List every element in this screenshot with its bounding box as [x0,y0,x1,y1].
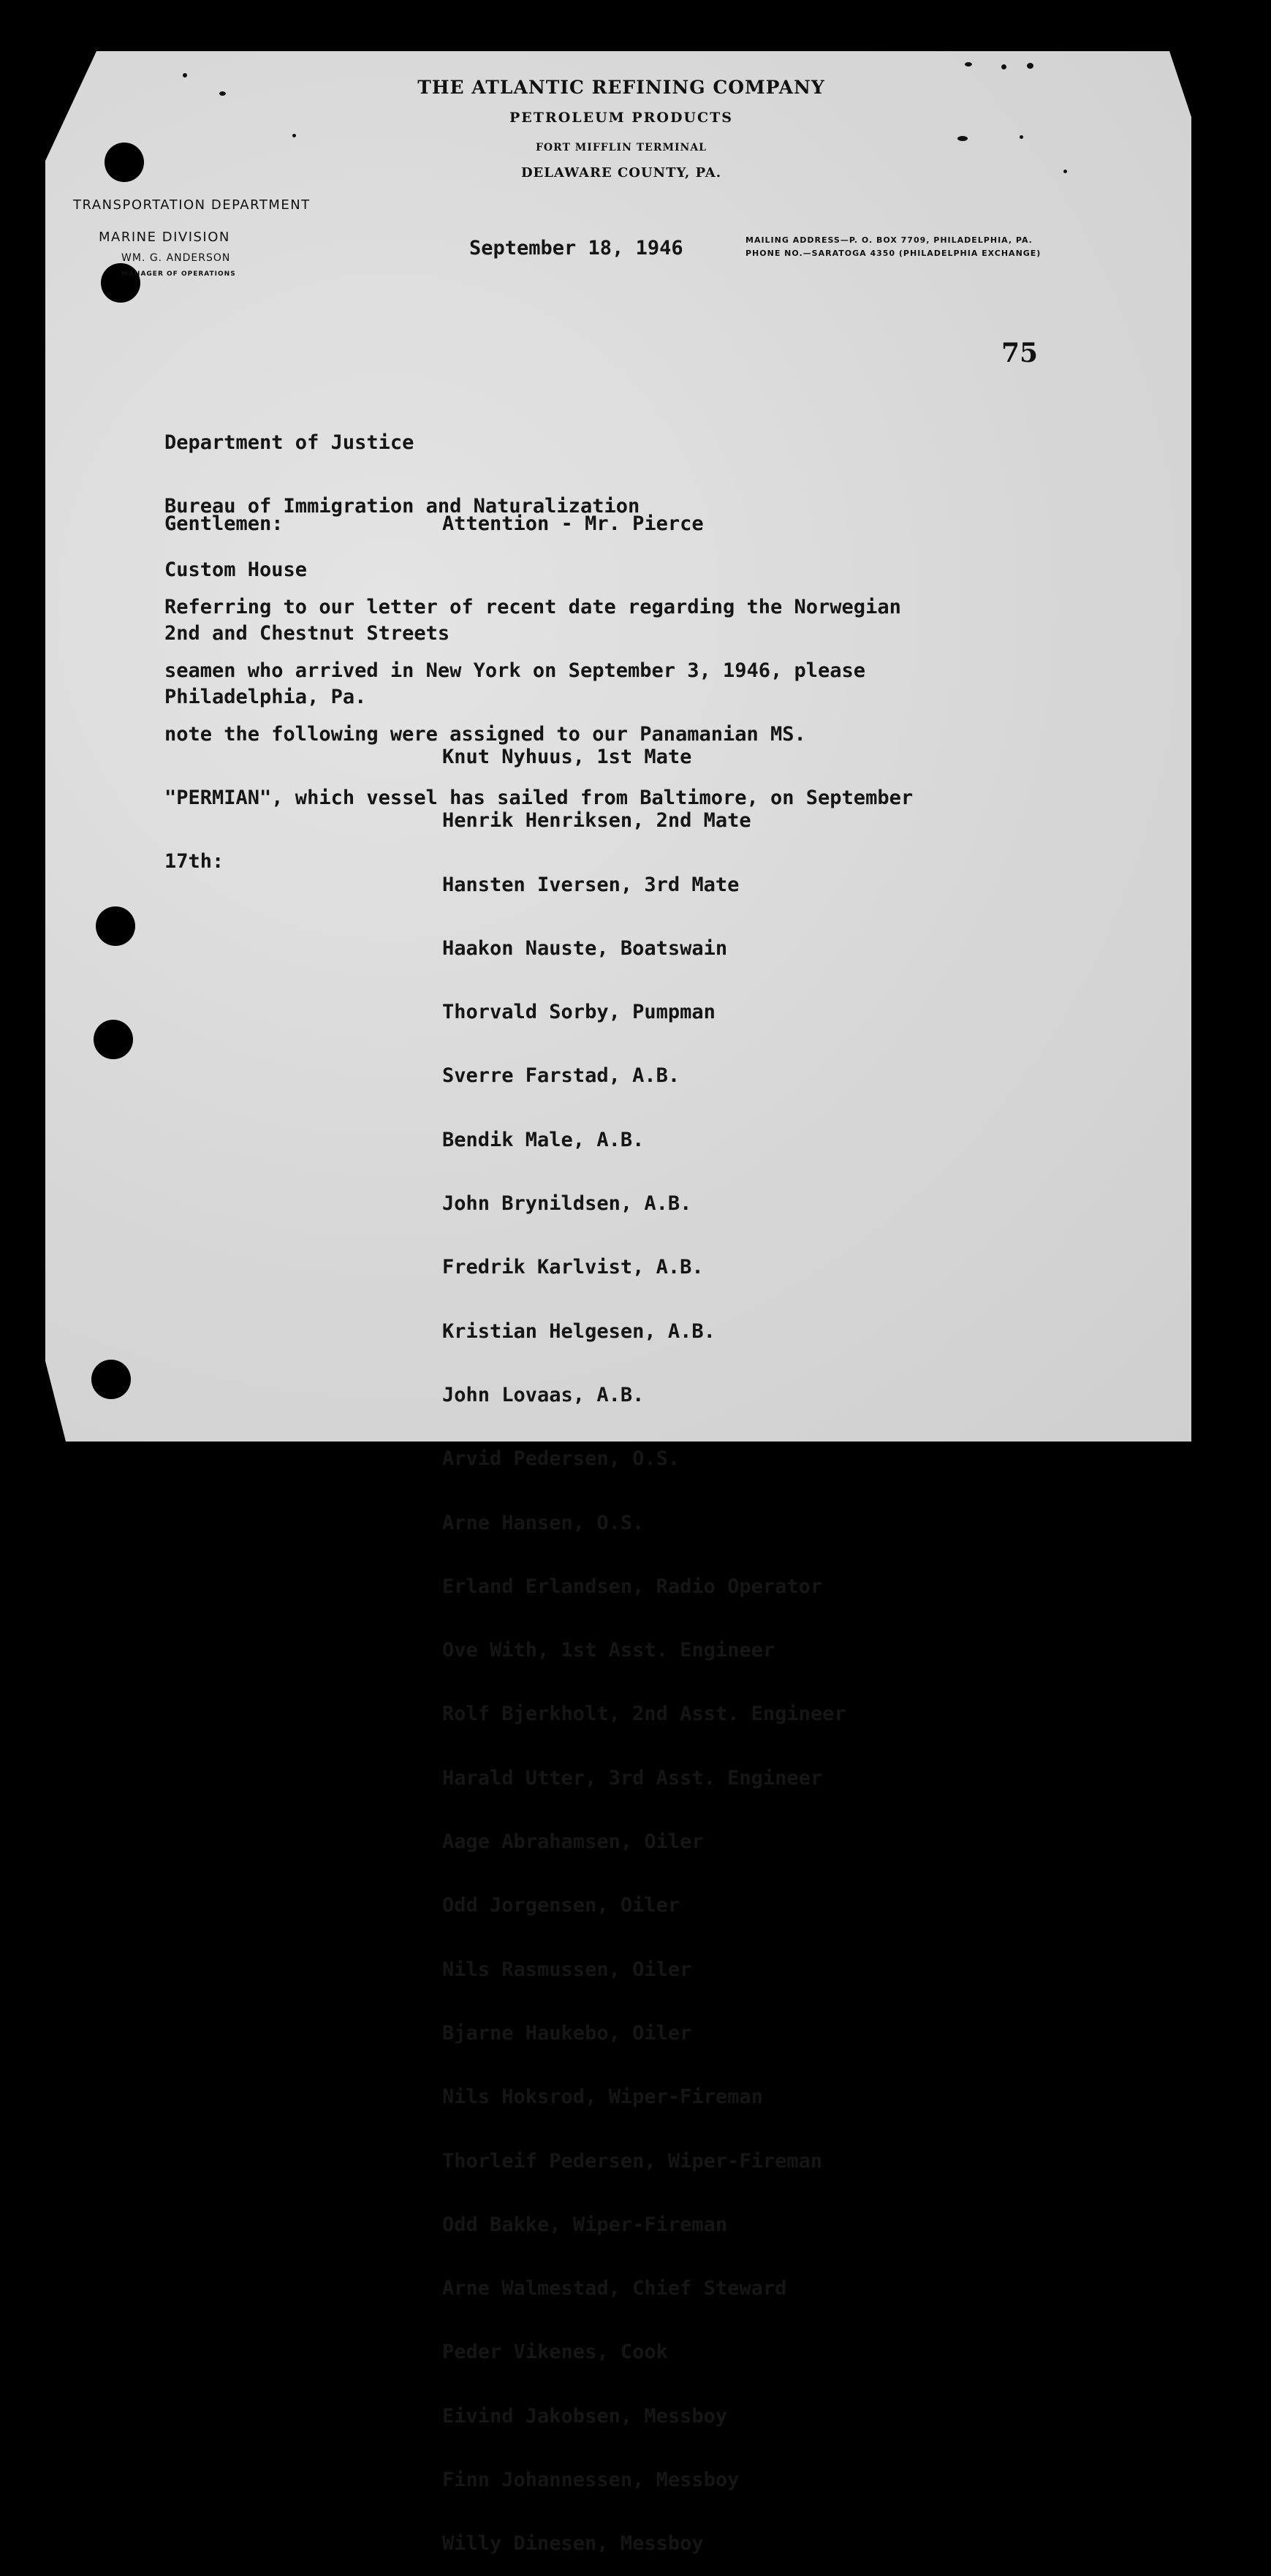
ink-speck [1027,63,1033,69]
body-line: seamen who arrived in New York on September 3, 1946, please [164,659,866,682]
punch-hole [94,1020,133,1059]
crew-member: Sverre Farstad, A.B. [442,1064,680,1088]
sender-department: TRANSPORTATION DEPARTMENT [73,197,311,213]
sender-title: MANAGER OF OPERATIONS [121,270,236,278]
page-corner [45,1361,66,1442]
address-line: 2nd and Chestnut Streets [164,622,450,645]
body-line: "PERMIAN", which vessel has sailed from Baltimore, on September [164,787,914,809]
address-line: Department of Justice [164,431,414,454]
company-location: DELAWARE COUNTY, PA. [520,165,722,181]
ink-speck [965,62,972,67]
crew-member: Hansten Iversen, 3rd Mate [442,873,740,896]
body-line: Referring to our letter of recent date regarding the Norwegian [164,596,901,618]
address-line: Custom House [164,558,308,581]
crew-member: Henrik Henriksen, 2nd Mate [442,809,751,833]
body-line: note the following were assigned to our Panamanian MS. [164,723,806,746]
phone-number: PHONE NO.—SARATOGA 4350 (PHILADELPHIA EXCHANGE) [745,249,1042,258]
crew-member: Bjarne Haukebo, Oiler [442,2021,692,2045]
attention-line: Attention - Mr. Pierce [442,512,704,535]
ink-speck [1020,135,1023,139]
crew-member: John Brynildsen, A.B. [442,1192,692,1216]
crew-member: Peder Vikenes, Cook [442,2341,668,2364]
crew-member: Harald Utter, 3rd Asst. Engineer [442,1766,823,1789]
crew-member: Willy Dinesen, Messboy [442,2532,704,2556]
crew-member: Arne Walmestad, Chief Steward [442,2277,787,2300]
page-number: 75 [1001,338,1039,368]
salutation: Gentlemen: [164,512,284,535]
address-line: Philadelphia, Pa. [164,686,367,708]
crew-member: Eivind Jakobsen, Messboy [442,2404,728,2428]
crew-member: Erland Erlandsen, Radio Operator [442,1575,823,1598]
crew-member: Rolf Bjerkholt, 2nd Asst. Engineer [442,1702,846,1726]
crew-member: Finn Johannessen, Messboy [442,2469,740,2492]
crew-member: Knut Nyhuus, 1st Mate [442,746,692,768]
punch-hole [96,906,135,946]
crew-member: Aage Abrahamsen, Oiler [442,1830,704,1854]
sender-division: MARINE DIVISION [99,230,230,245]
crew-list [442,704,846,2576]
body-line: 17th: [164,850,224,873]
crew-member: Haakon Nauste, Boatswain [442,936,728,960]
ink-speck [292,134,296,137]
punch-hole [91,1360,131,1399]
punch-hole [101,263,140,303]
crew-member: Arvid Pedersen, O.S. [442,1447,680,1471]
crew-member: Fredrik Karlvist, A.B. [442,1256,704,1279]
crew-member: John Lovaas, A.B. [442,1383,645,1406]
crew-member: Kristian Helgesen, A.B. [442,1319,716,1343]
address-line: Bureau of Immigration and Naturalization [164,495,640,518]
crew-member: Nils Hoksrod, Wiper-Fireman [442,2086,763,2109]
crew-member: Odd Bakke, Wiper-Fireman [442,2213,728,2236]
torn-corner [45,51,96,161]
crew-member: Thorvald Sorby, Pumpman [442,1001,716,1024]
company-products: PETROLEUM PRODUCTS [509,110,733,126]
punch-hole [105,143,144,182]
ink-speck [957,136,968,141]
crew-member: Ove With, 1st Asst. Engineer [442,1639,775,1662]
mailing-address: MAILING ADDRESS—P. O. BOX 7709, PHILADELPHIA, PA. [745,235,1033,245]
crew-member: Thorleif Pedersen, Wiper-Fireman [442,2149,823,2172]
crew-member: Odd Jorgensen, Oiler [442,1894,680,1917]
page-corner [1169,51,1191,117]
crew-member: Arne Hansen, O.S. [442,1511,645,1534]
ink-speck [219,91,226,96]
letter-date: September 18, 1946 [469,237,683,260]
crew-member: Bendik Male, A.B. [442,1128,645,1151]
ink-speck [183,73,187,77]
company-name: THE ATLANTIC REFINING COMPANY [417,77,825,98]
company-terminal: FORT MIFFLIN TERMINAL [535,142,707,154]
sender-name: WM. G. ANDERSON [121,252,231,264]
ink-speck [1001,64,1006,69]
crew-member: Nils Rasmussen, Oiler [442,1958,692,1981]
ink-speck [1063,170,1067,173]
